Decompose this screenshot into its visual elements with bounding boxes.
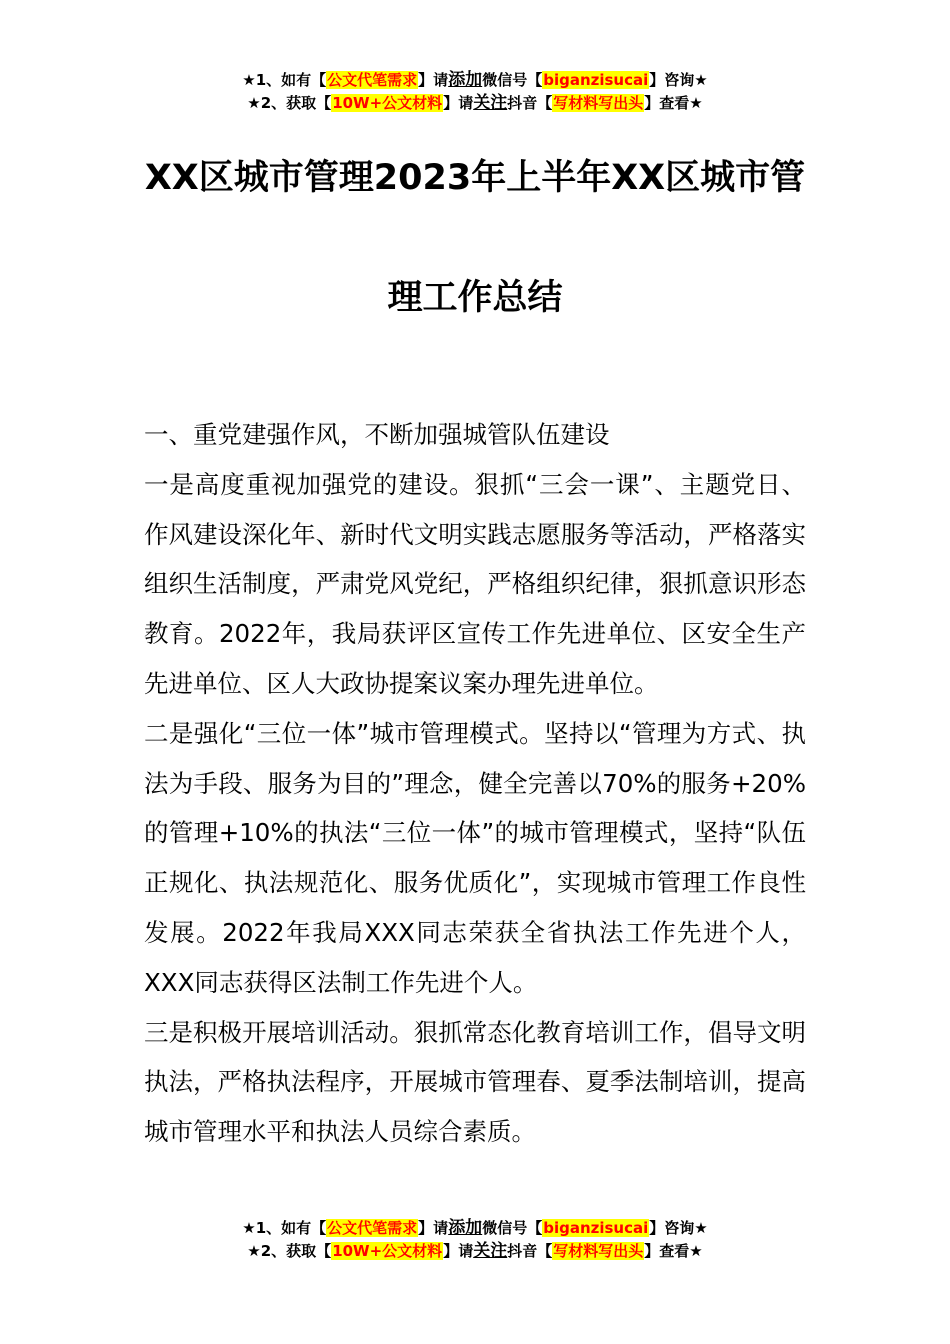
highlight-wechat-id: biganzisucai [543, 1219, 649, 1237]
banner-line-2 [0, 92, 950, 115]
banner-text: 抖音【 [507, 94, 553, 112]
top-banner [0, 69, 950, 115]
banner-text: 】请 [443, 1242, 474, 1260]
banner-text: ★1、如有【 [242, 1219, 327, 1237]
highlight-materials: 10W+公文材料 [332, 94, 443, 112]
banner-text: 】请 [418, 71, 449, 89]
banner-text: 抖音【 [507, 1242, 553, 1260]
banner-emphasis: 关注 [473, 1241, 508, 1261]
paragraph-training: 三是积极开展培训活动。狠抓常态化教育培训工作，倡导文明执法，严格执法程序，开展城市管理春、夏季法制培训，提高城市管理水平和执法人员综合素质。 [144, 1017, 806, 1147]
banner-line-2 [0, 1240, 950, 1263]
highlight-douyin: 写材料写出头 [553, 94, 644, 112]
banner-text: 微信号【 [482, 1219, 543, 1237]
banner-text: 】查看★ [644, 94, 703, 112]
banner-text: 】请 [443, 94, 474, 112]
banner-text: 】咨询★ [649, 1219, 708, 1237]
banner-emphasis: 添加 [448, 1218, 483, 1238]
highlight-ghostwriting: 公文代笔需求 [327, 71, 418, 89]
banner-emphasis: 添加 [448, 70, 483, 90]
paragraph-party-building: 一是高度重视加强党的建设。狠抓“三会一课”、主题党日、作风建设深化年、新时代文明实践志愿服务等活动，严格落实组织生活制度，严肃党风党纪，严格组织纪律，狠抓意识形态教育。2022年，我局获评区宣传工作先进单位、区安全生产先进单位、区人大政协提案议案办理先进单位。 [144, 469, 806, 698]
section-heading: 一、重党建强作风，不断加强城管队伍建设 [144, 420, 610, 449]
banner-text: ★1、如有【 [242, 71, 327, 89]
highlight-douyin: 写材料写出头 [553, 1242, 644, 1260]
banner-text: 微信号【 [482, 71, 543, 89]
banner-emphasis: 关注 [473, 93, 508, 113]
highlight-wechat-id: biganzisucai [543, 71, 649, 89]
highlight-materials: 10W+公文材料 [332, 1242, 443, 1260]
banner-line-1 [0, 69, 950, 92]
banner-text: 】请 [418, 1219, 449, 1237]
document-title-line-2: 理工作总结 [387, 278, 563, 318]
document-body [144, 410, 806, 1157]
banner-text: 】咨询★ [649, 71, 708, 89]
banner-text: 】查看★ [644, 1242, 703, 1260]
banner-text: ★2、获取【 [247, 1242, 332, 1260]
document-title-line-1: XX区城市管理2023年上半年XX区城市管 [144, 158, 806, 198]
banner-line-1 [0, 1217, 950, 1240]
paragraph-management-model: 二是强化“三位一体”城市管理模式。坚持以“管理为方式、执法为手段、服务为目的”理念，健全完善以70%的服务+20%的管理+10%的执法“三位一体”的城市管理模式，坚持“队伍正规化、执法规范化、服务优质化”，实现城市管理工作良性发展。2022年我局XXX同志荣获全省执法工作先进个人，XXX同志获得区法制工作先进个人。 [144, 718, 806, 997]
highlight-ghostwriting: 公文代笔需求 [327, 1219, 418, 1237]
banner-text: ★2、获取【 [247, 94, 332, 112]
bottom-banner [0, 1217, 950, 1263]
